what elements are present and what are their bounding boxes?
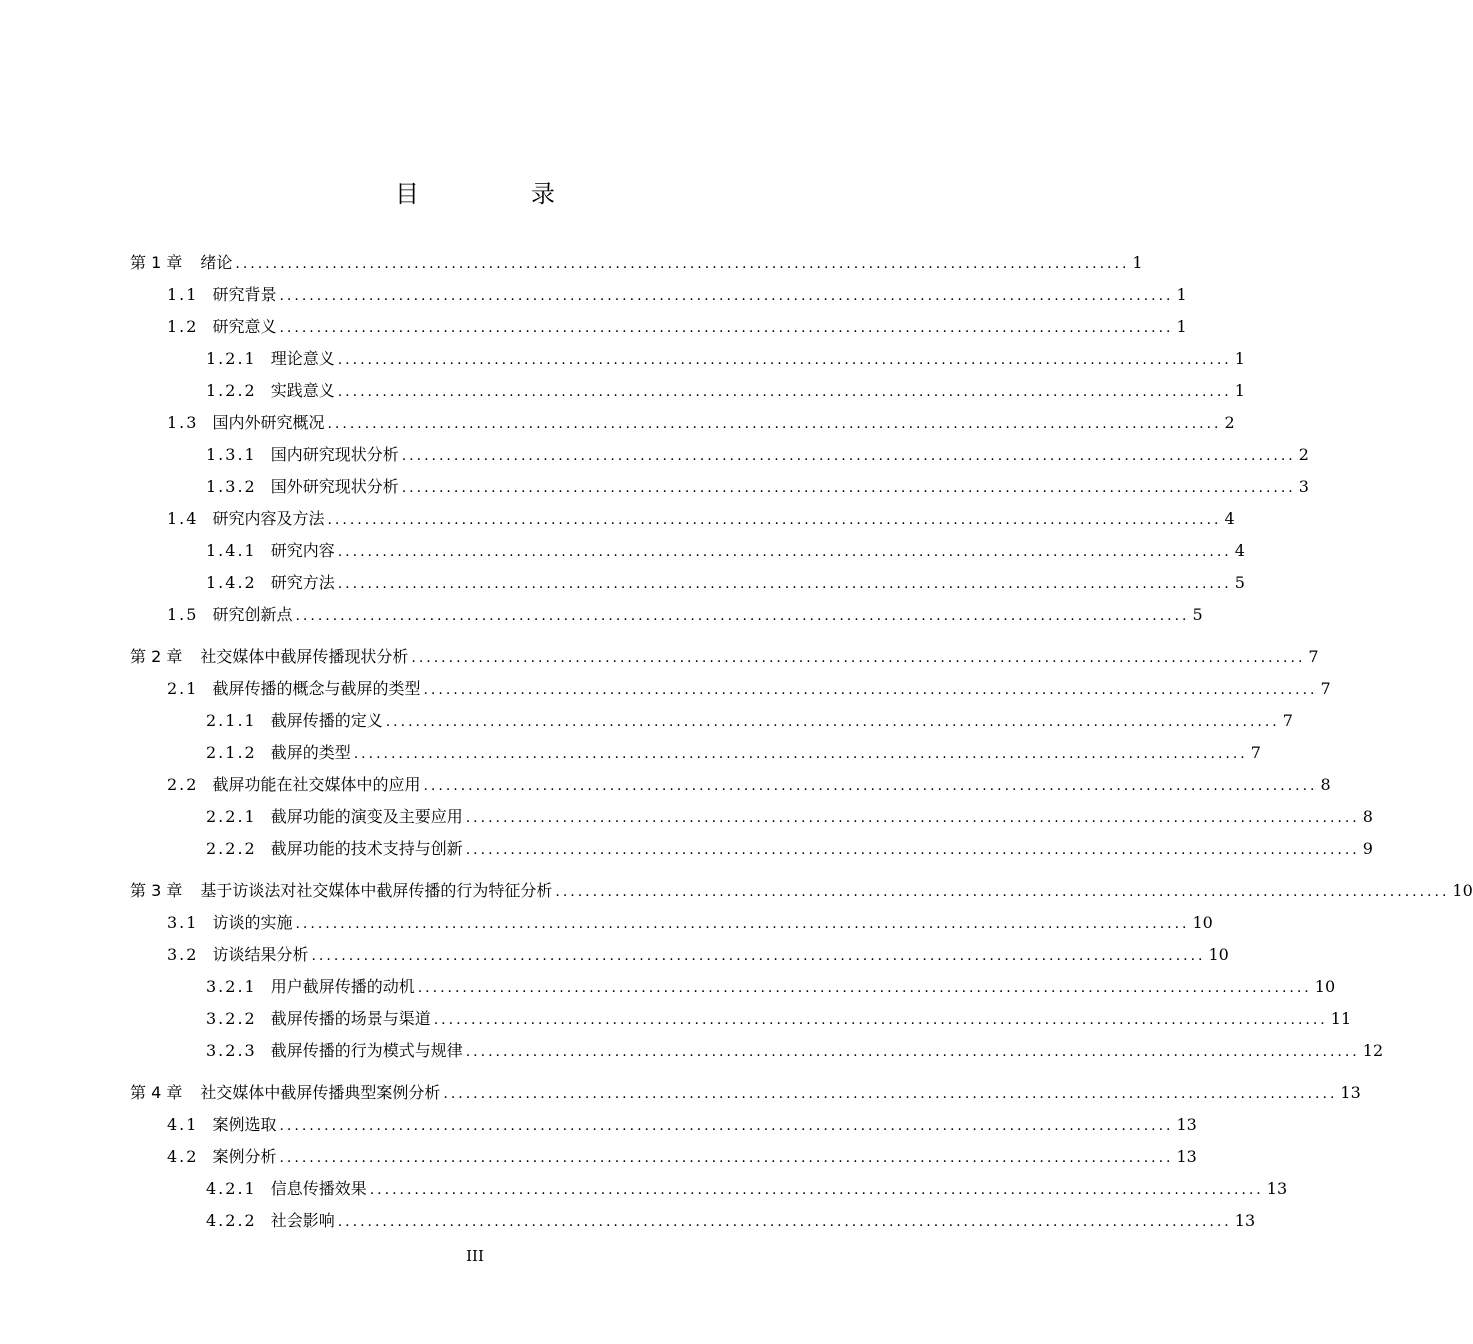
toc-entry-page: 5 bbox=[1234, 573, 1245, 592]
toc-dot-leader: ........................................................................................................................ bbox=[279, 1118, 1174, 1134]
toc-section-entry[interactable] bbox=[130, 768, 1331, 796]
toc-subsection-entry[interactable] bbox=[130, 832, 1373, 860]
toc-subsection-entry[interactable] bbox=[130, 438, 1309, 466]
toc-entry-number: 3.2 bbox=[167, 945, 199, 964]
toc-entry-number: 1.4.1 bbox=[206, 541, 257, 560]
toc-entry-title: 案例选取 bbox=[212, 1115, 277, 1134]
toc-entry-title: 理论意义 bbox=[270, 349, 335, 368]
toc-entry-title: 研究背景 bbox=[212, 285, 277, 304]
toc-entry-page: 7 bbox=[1282, 711, 1293, 730]
toc-dot-leader: ........................................................................................................................ bbox=[423, 778, 1318, 794]
toc-entry-page: 4 bbox=[1224, 509, 1235, 528]
toc-entry-page: 10 bbox=[1314, 977, 1336, 996]
toc-section-entry[interactable] bbox=[130, 1140, 1197, 1168]
toc-entry-number: 2.2.2 bbox=[206, 839, 257, 858]
toc-entry-title: 国内研究现状分析 bbox=[270, 445, 399, 464]
toc-entry-title: 访谈的实施 bbox=[212, 913, 293, 932]
toc-entry-title: 截屏传播的行为模式与规律 bbox=[270, 1041, 463, 1060]
toc-chapter-entry[interactable] bbox=[130, 874, 1473, 902]
toc-dot-leader: ........................................................................................................................ bbox=[311, 948, 1206, 964]
toc-entry-number: 2.1.1 bbox=[206, 711, 257, 730]
toc-entry-title: 截屏功能在社交媒体中的应用 bbox=[212, 775, 421, 794]
toc-entry-title: 案例分析 bbox=[212, 1147, 277, 1166]
toc-entry-number: 2.2.1 bbox=[206, 807, 257, 826]
toc-section-entry[interactable] bbox=[130, 906, 1213, 934]
toc-entry-title: 实践意义 bbox=[270, 381, 335, 400]
toc-dot-leader: ........................................................................................................................ bbox=[385, 714, 1280, 730]
toc-entry-number: 1.2.1 bbox=[206, 349, 257, 368]
toc-subsection-entry[interactable] bbox=[130, 704, 1293, 732]
toc-entry-title: 社会影响 bbox=[270, 1211, 335, 1230]
toc-dot-leader: ........................................................................................................................ bbox=[423, 682, 1318, 698]
toc-entry-number: 1.4 bbox=[167, 509, 199, 528]
toc-entry-number: 3.2.3 bbox=[206, 1041, 257, 1060]
toc-dot-leader: ........................................................................................................................ bbox=[353, 746, 1248, 762]
toc-entry-number: 1.3.1 bbox=[206, 445, 257, 464]
toc-entry-title: 截屏的类型 bbox=[270, 743, 351, 762]
toc-entry-title: 绪论 bbox=[200, 253, 233, 272]
toc-dot-leader: ........................................................................................................................ bbox=[337, 384, 1232, 400]
toc-dot-leader: ........................................................................................................................ bbox=[295, 608, 1190, 624]
toc-entry-number: 4.2.2 bbox=[206, 1211, 257, 1230]
toc-subsection-entry[interactable] bbox=[130, 470, 1309, 498]
toc-entry-title: 研究方法 bbox=[270, 573, 335, 592]
toc-entry-title: 用户截屏传播的动机 bbox=[270, 977, 415, 996]
toc-dot-leader: ........................................................................................................................ bbox=[465, 810, 1360, 826]
toc-entry-page: 13 bbox=[1340, 1083, 1361, 1102]
toc-subsection-entry[interactable] bbox=[130, 374, 1245, 402]
toc-chapter-entry[interactable] bbox=[130, 640, 1319, 668]
toc-dot-leader: ........................................................................................................................ bbox=[465, 842, 1360, 858]
toc-subsection-entry[interactable] bbox=[130, 342, 1245, 370]
toc-entry-page: 13 bbox=[1234, 1211, 1256, 1230]
toc-entry-page: 8 bbox=[1320, 775, 1331, 794]
toc-entry-title: 社交媒体中截屏传播典型案例分析 bbox=[200, 1083, 441, 1102]
toc-entry-page: 4 bbox=[1234, 541, 1245, 560]
toc-entry-page: 10 bbox=[1452, 881, 1473, 900]
toc-dot-leader: ........................................................................................................................ bbox=[411, 650, 1306, 666]
toc-section-entry[interactable] bbox=[130, 406, 1235, 434]
toc-entry-number: 第 2 章 bbox=[130, 647, 183, 666]
toc-entry-page: 11 bbox=[1330, 1009, 1352, 1028]
toc-entry-number: 1.3 bbox=[167, 413, 199, 432]
toc-subsection-entry[interactable] bbox=[130, 566, 1245, 594]
toc-entry-title: 研究内容及方法 bbox=[212, 509, 325, 528]
toc-entry-number: 2.2 bbox=[167, 775, 199, 794]
toc-dot-leader: ........................................................................................................................ bbox=[279, 320, 1174, 336]
toc-dot-leader: ........................................................................................................................ bbox=[433, 1012, 1328, 1028]
toc-entry-title: 基于访谈法对社交媒体中截屏传播的行为特征分析 bbox=[200, 881, 553, 900]
toc-section-entry[interactable] bbox=[130, 278, 1187, 306]
toc-dot-leader: ........................................................................................................................ bbox=[401, 480, 1296, 496]
toc-entry-page: 2 bbox=[1298, 445, 1309, 464]
toc-dot-leader: ........................................................................................................................ bbox=[401, 448, 1296, 464]
toc-subsection-entry[interactable] bbox=[130, 800, 1373, 828]
toc-subsection-entry[interactable] bbox=[130, 736, 1261, 764]
toc-dot-leader: ........................................................................................................................ bbox=[369, 1182, 1264, 1198]
toc-section-entry[interactable] bbox=[130, 598, 1203, 626]
toc-entry-title: 截屏传播的概念与截屏的类型 bbox=[212, 679, 421, 698]
toc-entry-title: 社交媒体中截屏传播现状分析 bbox=[200, 647, 409, 666]
toc-dot-leader: ........................................................................................................................ bbox=[279, 288, 1174, 304]
toc-entry-page: 13 bbox=[1266, 1179, 1288, 1198]
toc-dot-leader: ........................................................................................................................ bbox=[295, 916, 1190, 932]
toc-entry-number: 1.2 bbox=[167, 317, 199, 336]
toc-dot-leader: ........................................................................................................................ bbox=[337, 576, 1232, 592]
toc-chapter-entry[interactable] bbox=[130, 1076, 1361, 1104]
toc-entry-title: 国内外研究概况 bbox=[212, 413, 325, 432]
toc-subsection-entry[interactable] bbox=[130, 1204, 1256, 1232]
toc-entry-number: 3.2.2 bbox=[206, 1009, 257, 1028]
toc-entry-title: 研究意义 bbox=[212, 317, 277, 336]
toc-entry-page: 1 bbox=[1176, 285, 1187, 304]
toc-subsection-entry[interactable] bbox=[130, 1002, 1352, 1030]
toc-dot-leader: ........................................................................................................................ bbox=[337, 1214, 1232, 1230]
toc-dot-leader: ........................................................................................................................ bbox=[555, 884, 1450, 900]
toc-entry-title: 研究创新点 bbox=[212, 605, 293, 624]
toc-entry-page: 5 bbox=[1192, 605, 1203, 624]
toc-dot-leader: ........................................................................................................................ bbox=[417, 980, 1312, 996]
toc-entry-title: 研究内容 bbox=[270, 541, 335, 560]
toc-subsection-entry[interactable] bbox=[130, 1172, 1288, 1200]
toc-entry-number: 1.4.2 bbox=[206, 573, 257, 592]
toc-entry-number: 3.2.1 bbox=[206, 977, 257, 996]
toc-dot-leader: ........................................................................................................................ bbox=[327, 416, 1222, 432]
toc-entry-page: 1 bbox=[1132, 253, 1143, 272]
toc-title: 目 录 bbox=[395, 180, 599, 208]
toc-dot-leader: ........................................................................................................................ bbox=[443, 1086, 1338, 1102]
toc-entry-page: 1 bbox=[1176, 317, 1187, 336]
toc-dot-leader: ........................................................................................................................ bbox=[279, 1150, 1174, 1166]
toc-entry-number: 4.1 bbox=[167, 1115, 199, 1134]
toc-entry-title: 截屏功能的演变及主要应用 bbox=[270, 807, 463, 826]
toc-chapter-entry[interactable] bbox=[130, 246, 1143, 274]
toc-entry-number: 1.5 bbox=[167, 605, 199, 624]
toc-entry-page: 10 bbox=[1192, 913, 1213, 932]
toc-entry-page: 1 bbox=[1234, 381, 1245, 400]
toc-dot-leader: ........................................................................................................................ bbox=[327, 512, 1222, 528]
toc-dot-leader: ........................................................................................................................ bbox=[337, 352, 1232, 368]
toc-entry-page: 2 bbox=[1224, 413, 1235, 432]
toc-entry-number: 1.2.2 bbox=[206, 381, 257, 400]
toc-entry-page: 13 bbox=[1176, 1115, 1197, 1134]
toc-entry-number: 第 1 章 bbox=[130, 253, 183, 272]
toc-entry-number: 4.2 bbox=[167, 1147, 199, 1166]
toc-entry-number: 2.1 bbox=[167, 679, 199, 698]
toc-section-entry[interactable] bbox=[130, 502, 1235, 530]
toc-entry-page: 10 bbox=[1208, 945, 1229, 964]
toc-section-entry[interactable] bbox=[130, 1108, 1197, 1136]
toc-entry-title: 截屏功能的技术支持与创新 bbox=[270, 839, 463, 858]
toc-entry-page: 12 bbox=[1362, 1041, 1384, 1060]
toc-entry-page: 7 bbox=[1320, 679, 1331, 698]
toc-dot-leader: ........................................................................................................................ bbox=[465, 1044, 1360, 1060]
toc-entry-number: 4.2.1 bbox=[206, 1179, 257, 1198]
toc-entry-title: 访谈结果分析 bbox=[212, 945, 309, 964]
toc-entry-page: 8 bbox=[1362, 807, 1373, 826]
toc-entry-page: 13 bbox=[1176, 1147, 1197, 1166]
toc-dot-leader: ........................................................................................................................ bbox=[235, 256, 1130, 272]
toc-entry-page: 3 bbox=[1298, 477, 1309, 496]
toc-section-entry[interactable] bbox=[130, 672, 1331, 700]
toc-entry-page: 7 bbox=[1250, 743, 1261, 762]
toc-entry-page: 7 bbox=[1308, 647, 1319, 666]
toc-entry-number: 1.1 bbox=[167, 285, 199, 304]
toc-subsection-entry[interactable] bbox=[130, 970, 1336, 998]
toc-section-entry[interactable] bbox=[130, 310, 1187, 338]
toc-entry-title: 截屏传播的定义 bbox=[270, 711, 383, 730]
page-number-footer: III bbox=[466, 1247, 484, 1265]
toc-dot-leader: ........................................................................................................................ bbox=[337, 544, 1232, 560]
toc-entry-number: 第 3 章 bbox=[130, 881, 183, 900]
toc-entry-title: 国外研究现状分析 bbox=[270, 477, 399, 496]
toc-section-entry[interactable] bbox=[130, 938, 1229, 966]
toc-entry-title: 截屏传播的场景与渠道 bbox=[270, 1009, 431, 1028]
toc-entry-page: 9 bbox=[1362, 839, 1373, 858]
toc-entry-number: 第 4 章 bbox=[130, 1083, 183, 1102]
toc-entry-number: 3.1 bbox=[167, 913, 199, 932]
toc-entry-title: 信息传播效果 bbox=[270, 1179, 367, 1198]
toc-entry-number: 2.1.2 bbox=[206, 743, 257, 762]
toc-entry-number: 1.3.2 bbox=[206, 477, 257, 496]
toc-subsection-entry[interactable] bbox=[130, 534, 1245, 562]
toc-entry-page: 1 bbox=[1234, 349, 1245, 368]
toc-subsection-entry[interactable] bbox=[130, 1034, 1384, 1062]
